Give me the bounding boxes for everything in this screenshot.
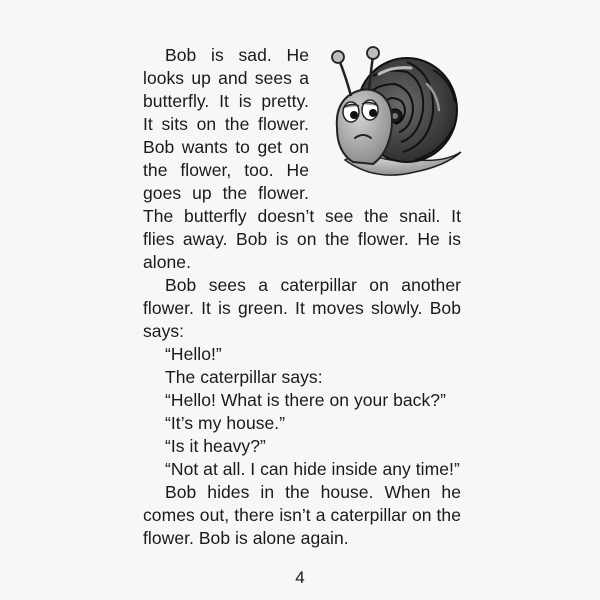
dialogue-line: “Not at all. I can hide inside any time!” [165, 459, 460, 479]
dialogue-line: “It’s my house.” [165, 413, 286, 433]
story-text [143, 44, 461, 550]
snail-icon [315, 32, 465, 194]
story-paragraph: Bob sees a caterpillar on another flower. It is green. It moves slowly. Bob says: [143, 275, 461, 341]
snail-illustration [315, 32, 465, 194]
dialogue-line: “Hello! What is there on your back?” [165, 390, 446, 410]
dialogue-line: The caterpillar says: [165, 367, 323, 387]
dialogue-line: “Hello!” [165, 344, 222, 364]
story-paragraph: Bob is sad. He looks up and sees a butterfly. It is pretty. It sits on the flower. Bob wants to get on the flower, too. He goes up the flower. The butterfly doesn’t see the snail. It flies away. Bob is on the flower. He is alone. [143, 45, 461, 272]
page-number: 4 [295, 568, 305, 587]
story-paragraph: Bob hides in the house. When he comes out, there isn’t a caterpillar on the flower. Bob is alone again. [143, 482, 461, 548]
dialogue-line: “Is it heavy?” [165, 436, 266, 456]
